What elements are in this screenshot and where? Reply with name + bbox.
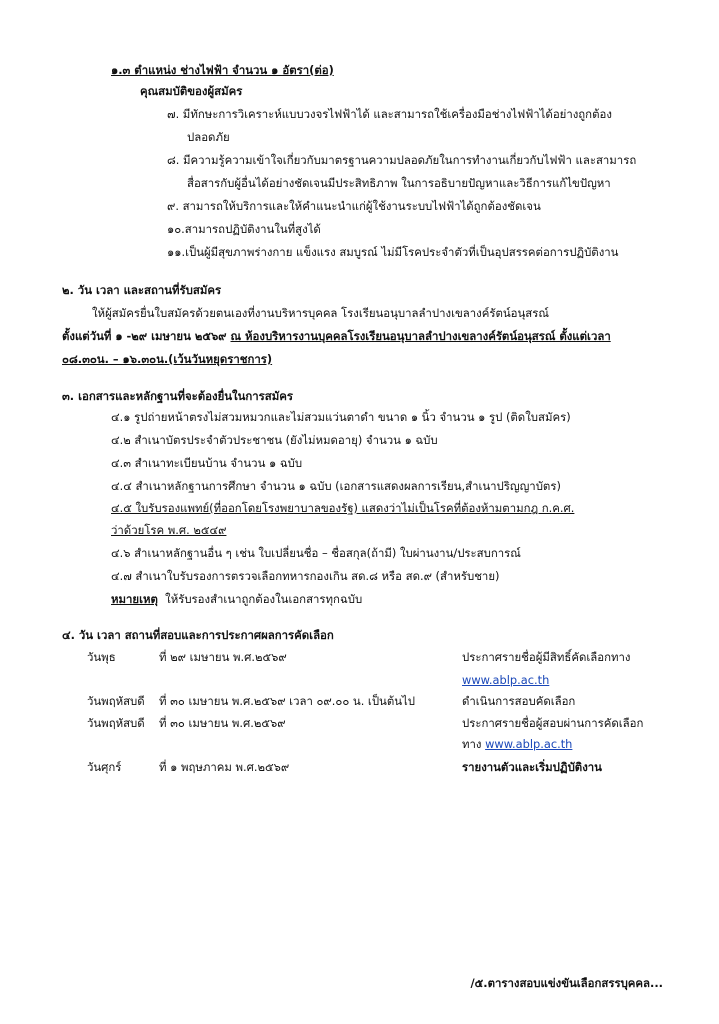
schedule-date: ที่ ๒๙ เมษายน พ.ศ.๒๕๖๙ — [159, 650, 287, 664]
section-2-line — [62, 328, 611, 344]
note-line — [111, 591, 362, 607]
document-item: ๔.๒ สำเนาบัตรประจำตัวประชาชน (ยังไม่หมดอายุ) จำนวน ๑ ฉบับ — [111, 433, 438, 447]
document-item: ๔.๕ ใบรับรองแพทย์(ที่ออกโดยโรงพยาบาลของรัฐ) แสดงว่าไม่เป็นโรคที่ต้องห้ามตามกฎ ก.ค.ศ. — [111, 501, 575, 515]
qualification-item: ๙. สามารถให้บริการและให้คำแนะนำแก่ผู้ใช้งานระบบไฟฟ้าได้ถูกต้องชัดเจน — [167, 199, 541, 213]
document-item: ๔.๔ สำเนาหลักฐานการศึกษา จำนวน ๑ ฉบับ (เอกสารแสดงผลการเรียน,สำเนาปริญญาบัตร) — [111, 479, 561, 493]
schedule-date: ที่ ๓๐ เมษายน พ.ศ.๒๕๖๙ เวลา ๐๙.๐๐ น. เป็นต้นไป — [159, 694, 415, 708]
schedule-date: ที่ ๓๐ เมษายน พ.ศ.๒๕๖๙ — [159, 716, 286, 730]
schedule-desc — [462, 736, 572, 752]
qualification-item: ๗. มีทักษะการวิเคราะห์แบบวงจรไฟฟ้าได้ และสามารถใช้เครื่องมือช่างไฟฟ้าได้อย่างถูกต้อง — [167, 107, 612, 121]
section-2-line: ให้ผู้สมัครยื่นใบสมัครด้วยตนเองที่งานบริหารบุคคล โรงเรียนอนุบาลลำปางเขลางค์รัตน์อนุสรณ์ — [92, 306, 549, 320]
section-2-title: ๒. วัน เวลา และสถานที่รับสมัคร — [62, 283, 222, 297]
qualification-item: สื่อสารกับผู้อื่นได้อย่างชัดเจนมีประสิทธิภาพ ในการอธิบายปัญหาและวิธีการแก้ไขปัญหา — [187, 176, 611, 190]
section-3-title: ๓. เอกสารและหลักฐานที่จะต้องยื่นในการสมัคร — [62, 389, 293, 403]
qualification-item: ๑๐.สามารถปฏิบัติงานในที่สูงได้ — [167, 222, 321, 236]
section-2-hours: ๐๘.๓๐น. – ๑๖.๓๐น.(เว้นวันหยุดราชการ) — [62, 352, 273, 366]
qualification-item: ๑๑.เป็นผู้มีสุขภาพร่างกาย แข็งแรง สมบูรณ์ ไม่มีโรคประจำตัวที่เป็นอุปสรรคต่อการปฏิบัติงาน — [167, 245, 619, 259]
schedule-day: วันพฤหัสบดี — [87, 716, 145, 730]
school-website-link[interactable]: www.ablp.ac.th — [462, 673, 550, 687]
qualification-item: ปลอดภัย — [187, 130, 230, 144]
schedule-desc: ประกาศรายชื่อผู้มีสิทธิ์คัดเลือกทาง — [462, 650, 631, 664]
schedule-day: วันพุธ — [87, 650, 116, 664]
schedule-date: ที่ ๑ พฤษภาคม พ.ศ.๒๕๖๙ — [159, 760, 290, 774]
note-label: หมายเหตุ — [111, 592, 158, 606]
schedule-day: วันศุกร์ — [87, 760, 122, 774]
section-4-title: ๔. วัน เวลา สถานที่สอบและการประกาศผลการคัดเลือก — [62, 628, 334, 642]
document-item: ๔.๓ สำเนาทะเบียนบ้าน จำนวน ๑ ฉบับ — [111, 456, 303, 470]
schedule-day: วันพฤหัสบดี — [87, 694, 145, 708]
qualifications-heading: คุณสมบัติของผู้สมัคร — [140, 84, 243, 98]
document-item: ว่าด้วยโรค พ.ศ. ๒๕๔๙ — [111, 523, 227, 537]
document-item: ๔.๑ รูปถ่ายหน้าตรงไม่สวมหมวกและไม่สวมแว่นตาดำ ขนาด ๑ นิ้ว จำนวน ๑ รูป (ติดใบสมัคร) — [111, 410, 571, 424]
schedule-desc: ดำเนินการสอบคัดเลือก — [462, 694, 576, 708]
section-2-dates: ตั้งแต่วันที่ ๑ -๒๙ เมษายน ๒๕๖๙ — [62, 329, 227, 343]
schedule-desc-prefix: ทาง — [462, 737, 482, 751]
schedule-desc: ประกาศรายชื่อผู้สอบผ่านการคัดเลือก — [462, 716, 644, 730]
note-text: ให้รับรองสำเนาถูกต้องในเอกสารทุกฉบับ — [165, 592, 363, 606]
school-website-link[interactable]: www.ablp.ac.th — [485, 737, 573, 751]
section-2-place: ณ ห้องบริหารงานบุคคลโรงเรียนอนุบาลลำปางเขลางค์รัตน์อนุสรณ์ ตั้งแต่เวลา — [230, 329, 611, 343]
schedule-desc: รายงานตัวและเริ่มปฏิบัติงาน — [462, 760, 602, 774]
continuation-footer: /๕.ตารางสอบแข่งขันเลือกสรรบุคคล... — [470, 976, 663, 990]
document-item: ๔.๗ สำเนาใบรับรองการตรวจเลือกทหารกองเกิน สด.๘ หรือ สด.๙ (สำหรับชาย) — [111, 569, 500, 583]
qualification-item: ๘. มีความรู้ความเข้าใจเกี่ยวกับมาตรฐานความปลอดภัยในการทำงานเกี่ยวกับไฟฟ้า และสามารถ — [167, 153, 637, 167]
section-1-3-title: ๑.๓ ตำแหน่ง ช่างไฟฟ้า จำนวน ๑ อัตรา(ต่อ) — [111, 63, 334, 77]
document-item: ๔.๖ สำเนาหลักฐานอื่น ๆ เช่น ใบเปลี่ยนชื่อ – ชื่อสกุล(ถ้ามี) ใบผ่านงาน/ประสบการณ์ — [111, 546, 521, 560]
